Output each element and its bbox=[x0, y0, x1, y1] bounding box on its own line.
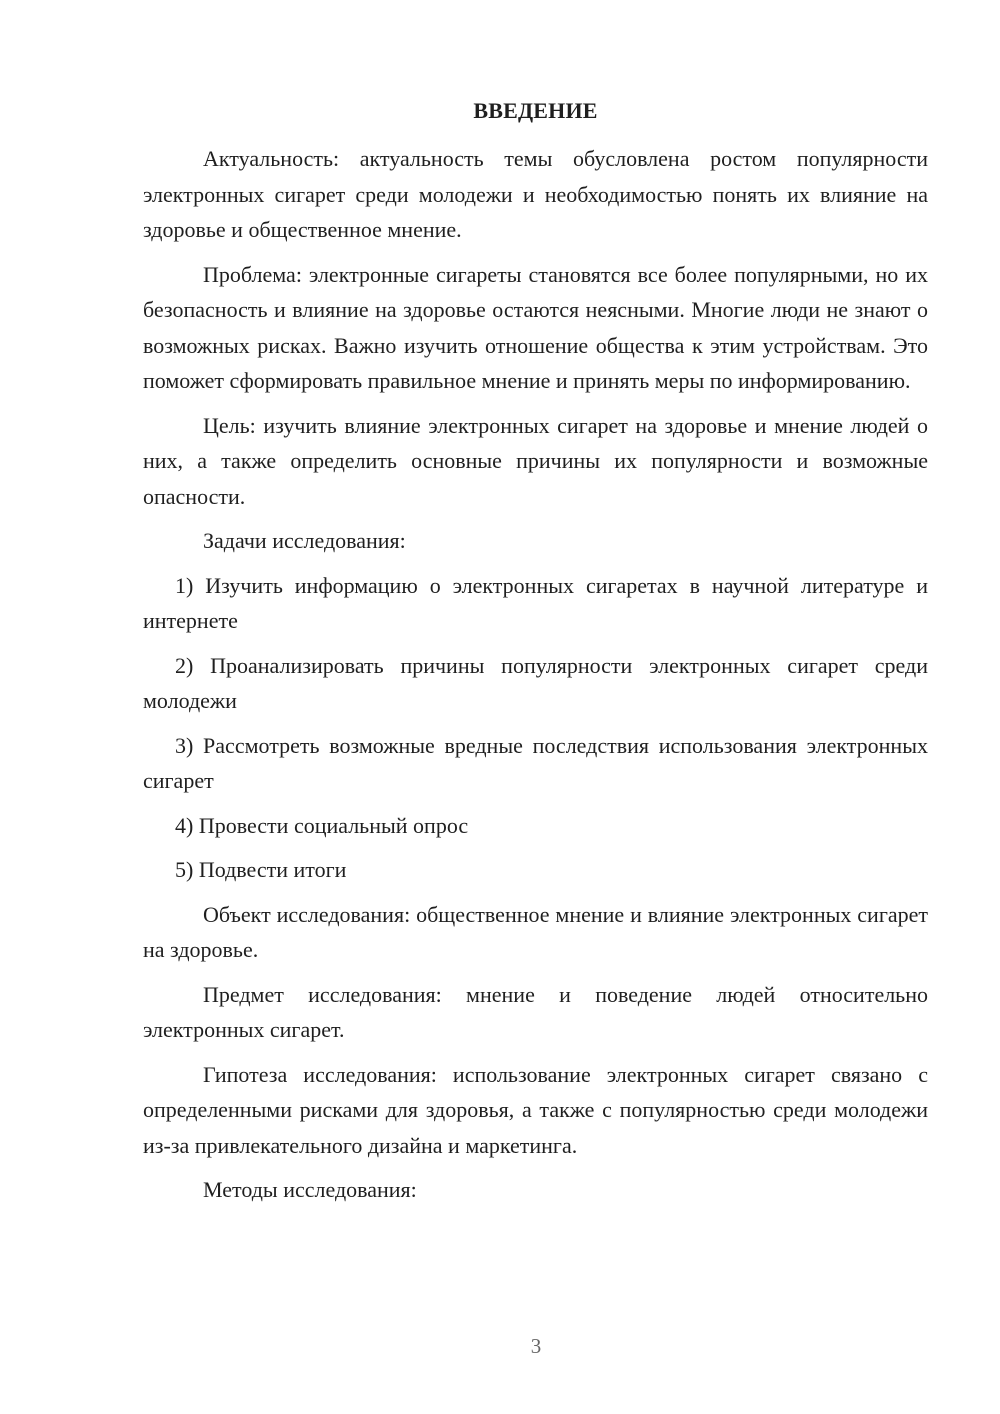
task-item-3: 3) Рассмотреть возможные вредные последствия использования электронных сигарет bbox=[143, 732, 928, 793]
problem-paragraph: Проблема: электронные сигареты становятся все более популярными, но их безопасность и влияние на здоровье остаются неясными. Многие люди не знают о возможных рисках. Важно изучить отношение общества к этим устройствам. Это поможет сформировать правильное мнение и принять меры по информированию. bbox=[143, 261, 928, 393]
goal-paragraph: Цель: изучить влияние электронных сигарет на здоровье и мнение людей о них, а также определить основные причины их популярности и возможные опасности. bbox=[143, 412, 928, 509]
object-paragraph: Объект исследования: общественное мнение и влияние электронных сигарет на здоровье. bbox=[143, 901, 928, 962]
task-item-2: 2) Проанализировать причины популярности электронных сигарет среди молодежи bbox=[143, 652, 928, 713]
task-item-1: 1) Изучить информацию о электронных сигаретах в научной литературе и интернете bbox=[143, 572, 928, 633]
task-item-5: 5) Подвести итоги bbox=[175, 857, 347, 882]
subject-paragraph: Предмет исследования: мнение и поведение людей относительно электронных сигарет. bbox=[143, 981, 928, 1042]
tasks-heading: Задачи исследования: bbox=[203, 528, 406, 553]
document-page bbox=[143, 95, 928, 1217]
page-number: 3 bbox=[530, 1334, 542, 1358]
methods-heading: Методы исследования: bbox=[203, 1177, 417, 1202]
task-item-4: 4) Провести социальный опрос bbox=[175, 812, 469, 838]
section-heading: ВВЕДЕНИЕ bbox=[473, 98, 598, 123]
relevance-paragraph: Актуальность: актуальность темы обусловлена ростом популярности электронных сигарет среди молодежи и необходимостью понять их влияние на здоровье и общественное мнение. bbox=[143, 146, 928, 242]
hypothesis-paragraph: Гипотеза исследования: использование электронных сигарет связано с определенными рисками для здоровья, а также с популярностью среди молодежи из-за привлекательного дизайна и маркетинга. bbox=[143, 1061, 928, 1158]
